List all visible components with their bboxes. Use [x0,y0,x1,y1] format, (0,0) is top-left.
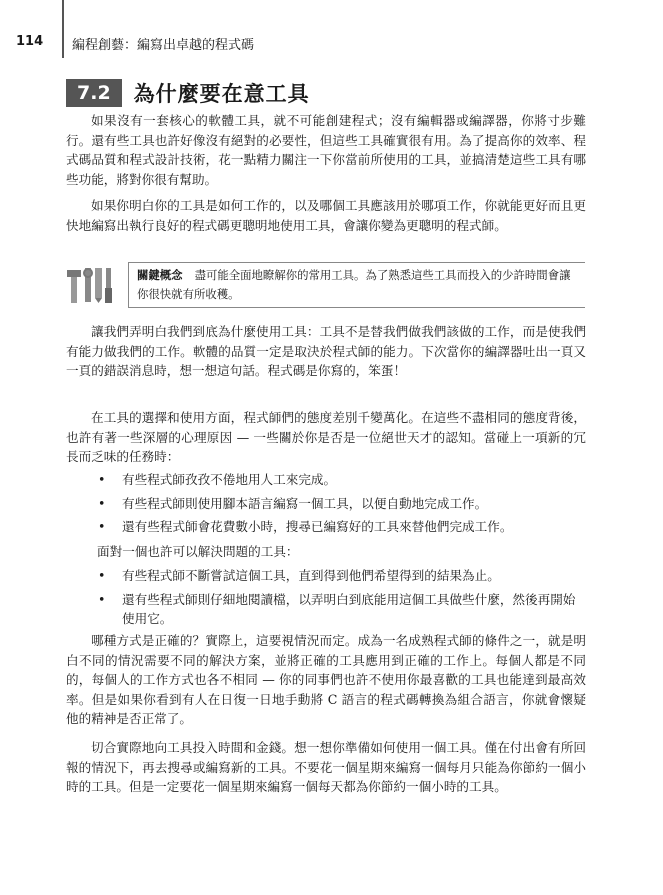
key-concept-text: 盡可能全面地瞭解你的常用工具。為了熟悉這些工具而投入的少許時間會讓你很快就有所收穫。 [137,268,571,301]
key-concept-content [137,266,577,304]
list-item: • 還有些程式師則仔細地閱讀檔，以弄明白到底能用這個工具做些什麼，然後再開始使用它。 [98,591,576,626]
paragraph-7: 切合實際地向工具投入時間和金錢。想一想你準備如何使用一個工具。僅在付出會有所回報的情況下，再去搜尋或編寫新的工具。不要花一個星期來編寫一個每月只能為你節約一個小時的工具。但是一定要花一個星期來編寫一個每天都為你節約一個小時的工具。 [66,740,586,794]
section-number-badge: 7.2 [66,79,122,107]
section-title: 為什麼要在意工具 [133,82,310,106]
page-number: 114 [16,34,44,49]
key-concept-callout [66,262,586,310]
running-head: 編程創藝：編寫出卓越的程式碼 [72,38,255,53]
bullet-list-tool [92,566,586,633]
tools-icon [66,266,118,304]
bullet-icon: • [98,568,106,583]
page-header [0,0,663,60]
bullet-list-tasks [92,470,586,541]
list-item: • 有些程式師則使用腳本語言編寫一個工具，以便自動地完成工作。 [92,494,586,514]
bullet-icon: • [98,591,106,607]
bullet-icon: • [98,519,106,534]
paragraph-4: 在工具的選擇和使用方面，程式師們的態度差別千變萬化。在這些不盡相同的態度背後，也許有著一些深層的心理原因 — 一些關於你是否是一位絕世天才的認知。當碰上一項新的冗長而乏味的任務時： [66,410,586,464]
paragraph-3: 讓我們弄明白我們到底為什麼使用工具：工具不是替我們做我們該做的工作，而是使我們有能力做我們的工作。軟體的品質一定是取決於程式師的能力。下次當你的編譯器吐出一頁又一頁的錯誤消息時，想一想這句話。程式碼是你寫的，笨蛋！ [66,324,586,378]
paragraph-6: 哪種方式是正確的？實際上，這要視情況而定。成為一名成熟程式師的條件之一，就是明白不同的情況需要不同的解決方案，並將正確的工具應用到正確的工作上。每個人都是不同的，每個人的工作方式也各不相同 — 你的同事們也許不使用你最喜歡的工具也能達到最高效率。但是如果你看到有人在日復一日地手動將 C 語言的程式碼轉換為組合語言，你就會懷疑他的精神是否正常了。 [66,633,586,726]
bullet-icon: • [98,472,106,487]
list-item: • 有些程式師不斷嘗試這個工具，直到得到他們希望得到的結果為止。 [92,566,586,586]
paragraph-2: 如果你明白你的工具是如何工作的，以及哪個工具應該用於哪項工作，你就能更好而且更快地編寫出執行良好的程式碼更聰明地使用工具，會讓你變為更聰明的程式師。 [66,198,586,233]
key-concept-box [128,262,585,308]
list-item: • 有些程式師孜孜不倦地用人工來完成。 [92,470,586,490]
header-rule [62,0,64,58]
section-heading [66,78,310,108]
paragraph-1: 如果沒有一套核心的軟體工具，就不可能創建程式；沒有編輯器或編譯器，你將寸步難行。還有些工具也許好像沒有絕對的必要性，但這些工具確實很有用。為了提高你的效率、程式碼品質和程式設計技術，花一點精力關注一下你當前所使用的工具，並搞清楚這些工具有哪些功能，將對你很有幫助。 [66,113,586,187]
paragraph-5: 面對一個也許可以解決問題的工具： [97,544,299,559]
bullet-icon: • [98,495,106,511]
key-concept-label: 關鍵概念 [137,268,183,282]
list-item: • 還有些程式師會花費數小時，搜尋已編寫好的工具來替他們完成工作。 [92,517,586,537]
